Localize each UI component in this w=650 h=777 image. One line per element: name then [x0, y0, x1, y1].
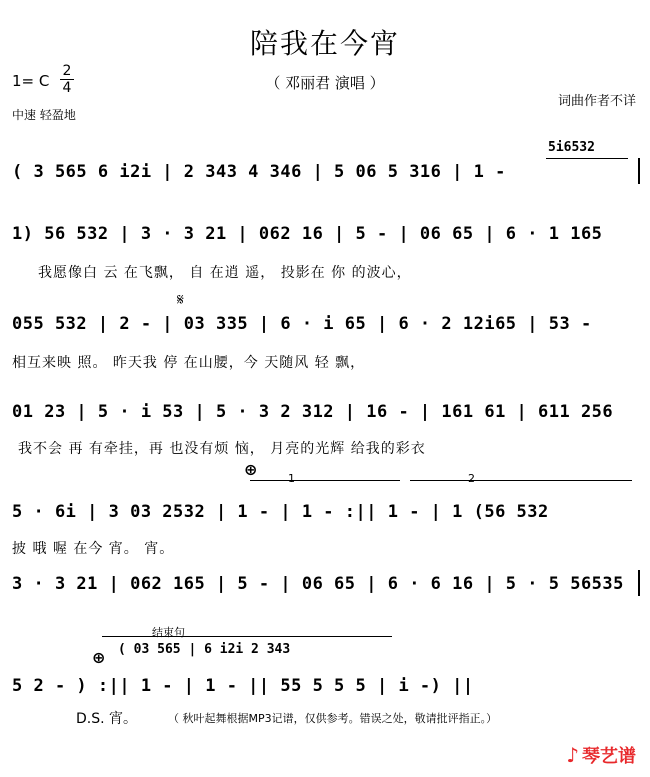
transcriber-note: （ 秋叶起舞根据MP3记谱，仅供参考。错误之处，敬请批评指正。） [168, 712, 498, 725]
singer-credit: （ 邓丽君 演唱 ） [265, 74, 385, 92]
notation-row-3: 055 532 | 2 - | 03 335 | 6 · i 65 | 6 · 2 12i65 | 53 - [12, 314, 592, 334]
logo-text: 琴艺谱 [582, 746, 636, 767]
upper-notes: 5i6532 [548, 140, 595, 155]
brand-logo [566, 742, 636, 768]
notation-row-6: 3 · 3 21 | 062 165 | 5 - | 06 65 | 6 · 6 16 | 5 · 5 56535 [12, 574, 624, 594]
notation-row-1: ( 3 565 6 i2i | 2 343 4 346 | 5 06 5 316 | 1 - [12, 162, 506, 182]
notation-row-2: 1) 56 532 | 3 · 3 21 | 062 16 | 5 - | 06 65 | 6 · 1 165 [12, 224, 603, 244]
coda-sign: ⊕ [244, 460, 258, 479]
composer-credit: 词曲作者不详 [557, 94, 636, 109]
lyrics-row-3: 相互来映 照。 昨天我 停 在山腰，今 天随风 轻 飘， [12, 355, 366, 371]
ending-label: 结束句 [152, 626, 185, 639]
volta-1-label: 1 [288, 472, 295, 485]
lyrics-row-2: 我愿像白 云 在飞飘， 自 在逍 遥， 投影在 你 的波心， [38, 265, 412, 281]
tempo-marking: 中速 轻盈地 [12, 108, 76, 122]
volta-2-bracket [410, 480, 632, 481]
volta-2-label: 2 [468, 472, 475, 485]
time-numerator: 2 [62, 63, 72, 79]
notation-row-7: 5 2 - ) :|| 1 - | 1 - || 55 5 5 5 | i -) || [12, 676, 474, 696]
notation-row-5: 5 · 6i | 3 03 2532 | 1 - | 1 - :|| 1 - | 1 (56 532 [12, 502, 549, 522]
beam-line [546, 158, 628, 159]
coda-notes: ( 03 565 | 6 i2i 2 343 [118, 642, 291, 657]
key-signature: 1= C [12, 72, 50, 90]
lyrics-row-4: 我不会 再 有牵挂，再 也没有烦 恼， 月亮的光辉 给我的彩衣 [18, 441, 426, 457]
song-title: 陪我在今宵 [249, 27, 400, 60]
time-signature [60, 64, 74, 95]
ds-marking: D.S. 宵。 [76, 711, 138, 727]
segno-sign: 𝄋 [177, 290, 184, 309]
coda-sign-2: ⊕ [92, 648, 106, 667]
lyrics-row-5: 披 哦 喔 在今 宵。 宵。 [12, 541, 175, 557]
ending-bracket [102, 636, 392, 637]
notation-row-4: 01 23 | 5 · i 53 | 5 · 3 2 312 | 16 - | 161 61 | 611 256 [12, 402, 614, 422]
logo-icon: ♪ [566, 743, 579, 767]
barline [638, 158, 640, 184]
time-denominator: 4 [62, 80, 72, 96]
barline [638, 570, 640, 596]
volta-1-bracket [250, 480, 400, 481]
